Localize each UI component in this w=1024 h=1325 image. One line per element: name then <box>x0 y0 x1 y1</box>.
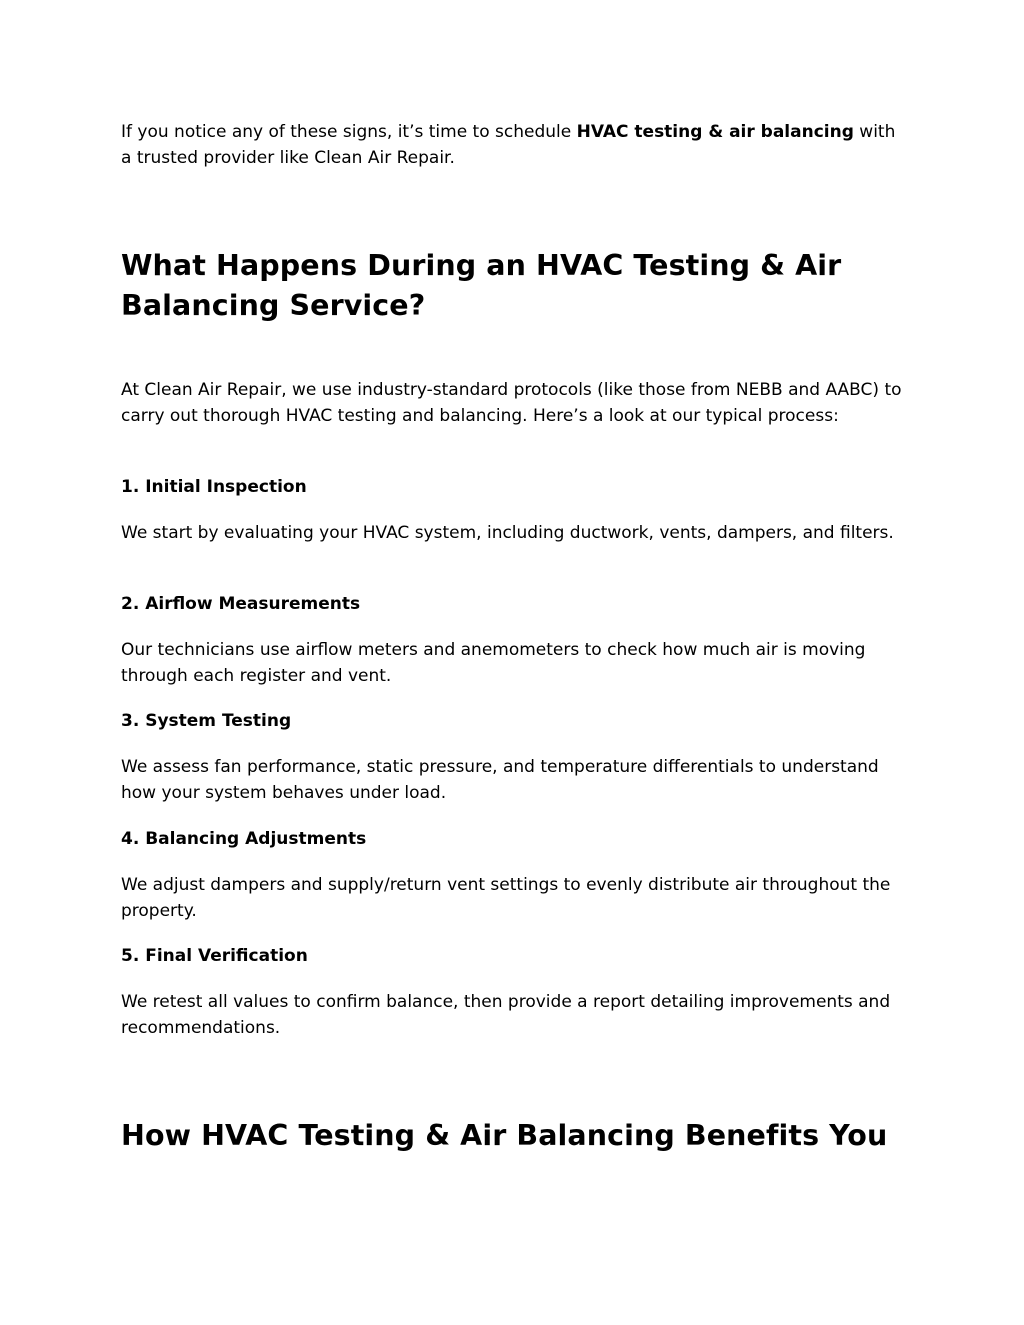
step-1-body: We start by evaluating your HVAC system, including ductwork, vents, dampers, and filters. <box>121 523 894 543</box>
section1-heading: What Happens During an HVAC Testing & Air Balancing Service? <box>121 249 842 322</box>
intro-paragraph <box>121 119 911 171</box>
intro-bold-text: HVAC testing & air balancing <box>576 122 854 142</box>
step-3-title: 3. System Testing <box>121 711 292 731</box>
section2-heading: How HVAC Testing & Air Balancing Benefits You <box>121 1119 888 1152</box>
step-3-body: We assess fan performance, static pressure, and temperature differentials to understand how your system behaves under load. <box>121 757 879 803</box>
step-1-title: 1. Initial Inspection <box>121 477 307 497</box>
step-2-body: Our technicians use airflow meters and anemometers to check how much air is moving through each register and vent. <box>121 640 866 686</box>
intro-text-before: If you notice any of these signs, it’s time to schedule <box>121 122 577 142</box>
step-5-body: We retest all values to confirm balance, then provide a report detailing improvements and recommendations. <box>121 992 891 1038</box>
step-5-title: 5. Final Verification <box>121 946 308 966</box>
step-2-title: 2. Airflow Measurements <box>121 594 361 614</box>
section1-intro-paragraph: At Clean Air Repair, we use industry-standard protocols (like those from NEBB and AABC) to carry out thorough HVAC testing and balancing. Here’s a look at our typical process: <box>121 380 902 426</box>
step-4-title: 4. Balancing Adjustments <box>121 829 367 849</box>
step-4-body: We adjust dampers and supply/return vent settings to evenly distribute air throughout the property. <box>121 875 891 921</box>
intro-text-after: with a trusted provider like Clean Air Repair. <box>121 122 896 168</box>
